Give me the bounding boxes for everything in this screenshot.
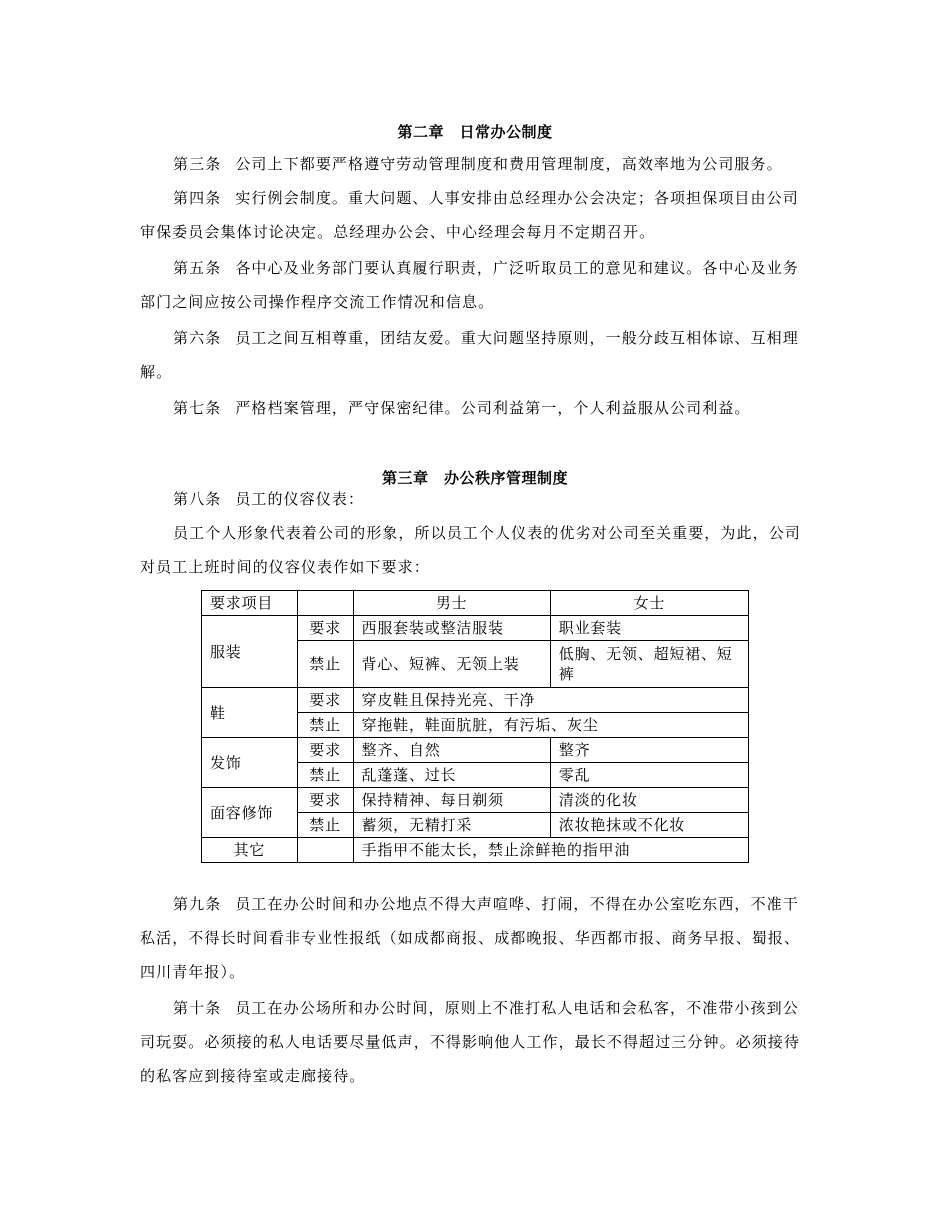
table-type-cell: 要求 [297, 616, 353, 641]
table-row [202, 838, 749, 863]
table-cell: 蓄须，无精打采 [353, 813, 550, 838]
article-text: 员工之间互相尊重，团结友爱。重大问题坚持原则，一般分歧互相体谅、互相理解。 [140, 329, 799, 381]
article-text: 实行例会制度。重大问题、人事安排由总经理办公会决定；各项担保项目由公司审保委员会集体讨论决定。总经理办公会、中心经理会每月不定期召开。 [140, 189, 799, 241]
article-8 [140, 482, 812, 516]
table-cell: 乱蓬蓬、过长 [353, 763, 550, 788]
table-cell: 浓妆艳抹或不化妆 [550, 813, 748, 838]
table-cell: 保持精神、每日剃须 [353, 788, 550, 813]
table-cell: 整齐、自然 [353, 738, 550, 763]
table-category-cell: 发饰 [202, 738, 298, 788]
table-cell: 整齐 [550, 738, 748, 763]
article-5 [140, 251, 812, 319]
table-category-cell: 鞋 [202, 688, 298, 738]
table-header-row [202, 591, 749, 616]
article-6 [140, 321, 812, 389]
article-text: 严格档案管理，严守保密纪律。公司利益第一，个人利益服从公司利益。 [235, 399, 751, 417]
article-label: 第九条 [173, 895, 222, 913]
article-10 [140, 991, 812, 1093]
dress-code-intro: 员工个人形象代表着公司的形象，所以员工个人仪表的优劣对公司至关重要，为此，公司对员工上班时间的仪容仪表作如下要求： [140, 524, 801, 576]
dress-code-table [201, 590, 749, 863]
table-row [202, 688, 749, 713]
table-category-cell: 其它 [202, 838, 298, 863]
article-label: 第四条 [173, 189, 222, 207]
table-header-cell: 女士 [550, 591, 748, 616]
table-type-cell: 要求 [297, 788, 353, 813]
table-cell: 低胸、无领、超短裙、短裤 [550, 641, 748, 688]
table-cell: 穿皮鞋且保持光亮、干净 [353, 688, 748, 713]
article-label: 第十条 [173, 999, 222, 1017]
table-category-cell: 面容修饰 [202, 788, 298, 838]
article-text: 公司上下都要严格遵守劳动管理制度和费用管理制度，高效率地为公司服务。 [235, 155, 783, 173]
table-cell: 零乱 [550, 763, 748, 788]
table-header-cell [297, 591, 353, 616]
article-text: 员工在办公场所和办公时间，原则上不准打私人电话和会私客，不准带小孩到公司玩耍。必须接的私人电话要尽量低声，不得影响他人工作，最长不得超过三分钟。必须接待的私客应到接待室或走廊接待。 [140, 999, 801, 1085]
article-label: 第三条 [173, 155, 222, 173]
table-header-cell: 要求项目 [202, 591, 298, 616]
table-row [202, 788, 749, 813]
table-type-cell: 禁止 [297, 813, 353, 838]
article-label: 第七条 [173, 399, 222, 417]
table-type-cell [297, 838, 353, 863]
article-7 [140, 391, 812, 425]
chapter-2-heading: 第二章 日常办公制度 [397, 123, 553, 141]
article-9 [140, 887, 812, 989]
article-label: 第八条 [173, 490, 222, 508]
table-type-cell: 禁止 [297, 713, 353, 738]
article-4 [140, 181, 812, 249]
table-cell: 清淡的化妆 [550, 788, 748, 813]
article-text: 各中心及业务部门要认真履行职责，广泛听取员工的意见和建议。各中心及业务部门之间应按公司操作程序交流工作情况和信息。 [140, 259, 799, 311]
table-row [202, 616, 749, 641]
table-type-cell: 禁止 [297, 763, 353, 788]
chapter-3-heading: 第三章 办公秩序管理制度 [381, 469, 568, 487]
table-category-cell: 服装 [202, 616, 298, 688]
article-text: 员工的仪容仪表： [235, 490, 365, 508]
table-cell: 职业套装 [550, 616, 748, 641]
table-type-cell: 禁止 [297, 641, 353, 688]
table-type-cell: 要求 [297, 738, 353, 763]
table-cell: 背心、短裤、无领上装 [353, 641, 550, 688]
table-cell: 西服套装或整洁服装 [353, 616, 550, 641]
table-cell: 手指甲不能太长，禁止涂鲜艳的指甲油 [353, 838, 748, 863]
article-text: 员工在办公时间和办公地点不得大声喧哗、打闹，不得在办公室吃东西，不准干私活，不得长时间看非专业性报纸（如成都商报、成都晚报、华西都市报、商务早报、蜀报、四川青年报）。 [140, 895, 801, 981]
table-row [202, 738, 749, 763]
article-label: 第五条 [173, 259, 222, 277]
article-label: 第六条 [173, 329, 222, 347]
table-cell: 穿拖鞋，鞋面肮脏，有污垢、灰尘 [353, 713, 748, 738]
article-3 [140, 147, 812, 181]
table-type-cell: 要求 [297, 688, 353, 713]
table-header-cell: 男士 [353, 591, 550, 616]
